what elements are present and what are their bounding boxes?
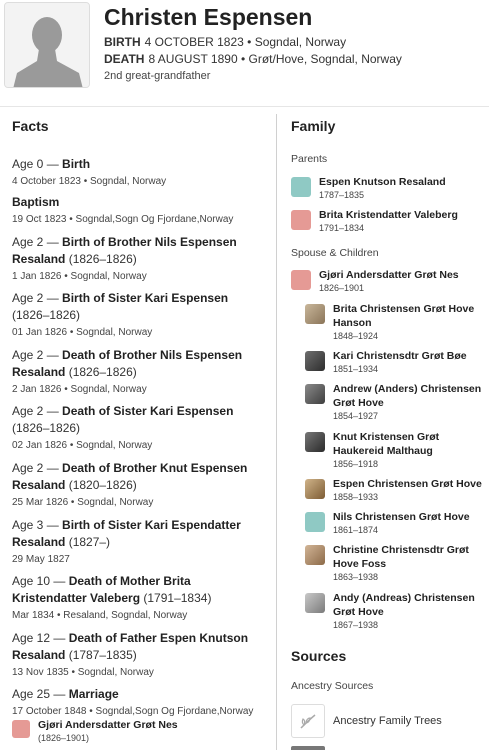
fact-age: Age 10 — — [12, 574, 69, 588]
fact-item[interactable] — [12, 460, 268, 510]
birth-value: 4 OCTOBER 1823 • Sogndal, Norway — [144, 35, 347, 49]
child-item[interactable] — [305, 510, 483, 537]
fact-years: (1826–1826) — [65, 252, 137, 266]
female-silhouette-icon — [291, 210, 311, 230]
marriage-spouse[interactable] — [12, 718, 178, 745]
fact-age: Age 25 — — [12, 687, 69, 701]
profile-photo-placeholder[interactable] — [4, 2, 90, 88]
fact-item[interactable] — [12, 194, 268, 227]
child-photo — [305, 593, 325, 613]
person-link-name: Espen Knutson Resaland — [319, 176, 446, 188]
fact-age: Age 12 — — [12, 631, 69, 645]
fact-detail: 4 October 1823 • Sogndal, Norway — [12, 176, 167, 187]
fact-item[interactable] — [12, 156, 268, 189]
fact-detail: 25 Mar 1826 • Sogndal, Norway — [12, 497, 154, 508]
parent-father[interactable] — [291, 175, 481, 202]
male-silhouette-icon — [5, 3, 90, 88]
facts-title: Facts — [12, 118, 49, 134]
person-years: 1791–1834 — [319, 223, 365, 233]
fact-years: (1826–1826) — [12, 308, 81, 322]
person-years: 1858–1933 — [333, 492, 379, 502]
fact-detail: 29 May 1827 — [12, 554, 70, 565]
fact-item[interactable] — [12, 686, 268, 719]
child-item[interactable] — [305, 382, 483, 423]
birth-label: BIRTH — [104, 35, 141, 49]
child-item[interactable] — [305, 591, 483, 632]
person-years: 1851–1934 — [333, 364, 379, 374]
fact-event: Death of Father Espen Knutson Resaland — [12, 631, 249, 662]
fact-age: Age 2 — — [12, 461, 63, 475]
fact-event: Death of Sister Kari Espensen — [62, 404, 234, 418]
fact-detail: 17 October 1848 • Sogndal,Sogn Og Fjordane,Norway — [12, 706, 254, 717]
child-item[interactable] — [305, 430, 483, 471]
female-silhouette-icon — [291, 270, 311, 290]
fact-event: Birth of Brother Nils Espensen Resaland — [12, 235, 237, 266]
fact-age: Age 2 — — [12, 348, 63, 362]
fact-years: (1826–1826) — [65, 365, 137, 379]
person-years: 1854–1927 — [333, 411, 379, 421]
person-link-name: Nils Christensen Grøt Hove — [333, 511, 470, 523]
person-link-name: Christine Christensdtr Grøt Hove Foss — [333, 544, 469, 570]
spouse[interactable] — [291, 268, 481, 295]
fact-age: Age 3 — — [12, 518, 63, 532]
fact-item[interactable] — [12, 347, 268, 397]
fact-event: Death of Brother Knut Espensen Resaland — [12, 461, 248, 492]
person-link-name: Brita Christensen Grøt Hove Hanson — [333, 303, 475, 329]
family-list — [291, 0, 483, 750]
person-years: 1787–1835 — [319, 190, 365, 200]
fact-age: Age 2 — — [12, 404, 63, 418]
fact-event: Birth of Sister Kari Espendatter Resaland — [12, 518, 241, 549]
fact-event: Death of Mother Brita Kristendatter Valeberg — [12, 574, 191, 605]
child-photo — [305, 384, 325, 404]
fact-item[interactable] — [12, 403, 268, 453]
person-name: Christen Espensen — [104, 4, 313, 30]
source-item[interactable] — [291, 704, 442, 738]
person-years: 1863–1938 — [333, 572, 379, 582]
fact-item[interactable] — [12, 290, 268, 340]
child-item[interactable] — [305, 543, 483, 584]
fact-event: Marriage — [68, 687, 119, 701]
fact-years: (1827–) — [65, 535, 111, 549]
parents-label: Parents — [291, 153, 328, 165]
fact-item[interactable] — [12, 630, 268, 680]
child-photo — [305, 304, 325, 324]
next-source-thumbnail[interactable] — [291, 746, 325, 750]
child-photo — [305, 432, 325, 452]
fact-detail: 02 Jan 1826 • Sogndal, Norway — [12, 440, 153, 451]
fact-item[interactable] — [12, 517, 268, 567]
fact-years: (1820–1826) — [65, 478, 137, 492]
sources-title: Sources — [291, 648, 347, 664]
female-silhouette-icon — [12, 720, 30, 738]
fact-years: (1787–1835) — [65, 648, 137, 662]
marriage-spouse-name: Gjøri Andersdatter Grøt Nes — [38, 719, 178, 731]
marriage-spouse-years: (1826–1901) — [38, 733, 90, 743]
fact-event: Birth of Sister Kari Espensen — [62, 291, 229, 305]
spouse-children-label: Spouse & Children — [291, 247, 379, 259]
fact-detail: Mar 1834 • Resaland, Sogndal, Norway — [12, 610, 188, 621]
fact-event: Birth — [62, 157, 91, 171]
fact-detail: 19 Oct 1823 • Sogndal,Sogn Og Fjordane,Norway — [12, 214, 234, 225]
child-item[interactable] — [305, 477, 483, 504]
fact-years: (1826–1826) — [12, 421, 81, 435]
person-years: 1867–1938 — [333, 620, 379, 630]
person-years: 1861–1874 — [333, 525, 379, 535]
person-years: 1826–1901 — [319, 283, 365, 293]
male-silhouette-icon — [291, 177, 311, 197]
child-item[interactable] — [305, 302, 483, 343]
person-link-name: Brita Kristendatter Valeberg — [319, 209, 458, 221]
facts-section — [12, 118, 268, 134]
male-silhouette-icon — [305, 512, 325, 532]
fact-years: (1791–1834) — [140, 591, 212, 605]
person-years: 1856–1918 — [333, 459, 379, 469]
death-value: 8 AUGUST 1890 • Grøt/Hove, Sogndal, Norway — [148, 52, 402, 66]
fact-item[interactable] — [12, 234, 268, 284]
person-link-name: Andy (Andreas) Christensen Grøt Hove — [333, 592, 475, 618]
person-link-name: Knut Kristensen Grøt Haukereid Malthaug — [333, 431, 440, 457]
parent-mother[interactable] — [291, 208, 481, 235]
child-item[interactable] — [305, 349, 483, 376]
fact-event: Death of Brother Nils Espensen Resaland — [12, 348, 243, 379]
fact-age: Age 2 — — [12, 291, 63, 305]
fact-detail: 01 Jan 1826 • Sogndal, Norway — [12, 327, 153, 338]
fact-detail: 2 Jan 1826 • Sogndal, Norway — [12, 384, 147, 395]
fact-age: Age 0 — — [12, 157, 63, 171]
source-label: Ancestry Family Trees — [333, 715, 442, 727]
person-link-name: Espen Christensen Grøt Hove — [333, 478, 482, 490]
person-link-name: Kari Christensdtr Grøt Bøe — [333, 350, 467, 362]
leaf-icon — [291, 704, 325, 738]
child-photo — [305, 351, 325, 371]
child-photo — [305, 545, 325, 565]
fact-detail: 1 Jan 1826 • Sogndal, Norway — [12, 271, 147, 282]
fact-detail: 13 Nov 1835 • Sogndal, Norway — [12, 667, 154, 678]
relationship-label: 2nd great-grandfather — [104, 70, 211, 82]
fact-age: Age 2 — — [12, 235, 63, 249]
column-divider — [276, 114, 277, 750]
family-title: Family — [291, 118, 336, 134]
fact-item[interactable] — [12, 573, 268, 623]
fact-event: Baptism — [12, 195, 60, 209]
ancestry-sources-label: Ancestry Sources — [291, 680, 374, 692]
child-photo — [305, 479, 325, 499]
death-label: DEATH — [104, 52, 145, 66]
person-years: 1848–1924 — [333, 331, 379, 341]
person-link-name: Andrew (Anders) Christensen Grøt Hove — [333, 383, 482, 409]
person-link-name: Gjøri Andersdatter Grøt Nes — [319, 269, 459, 281]
